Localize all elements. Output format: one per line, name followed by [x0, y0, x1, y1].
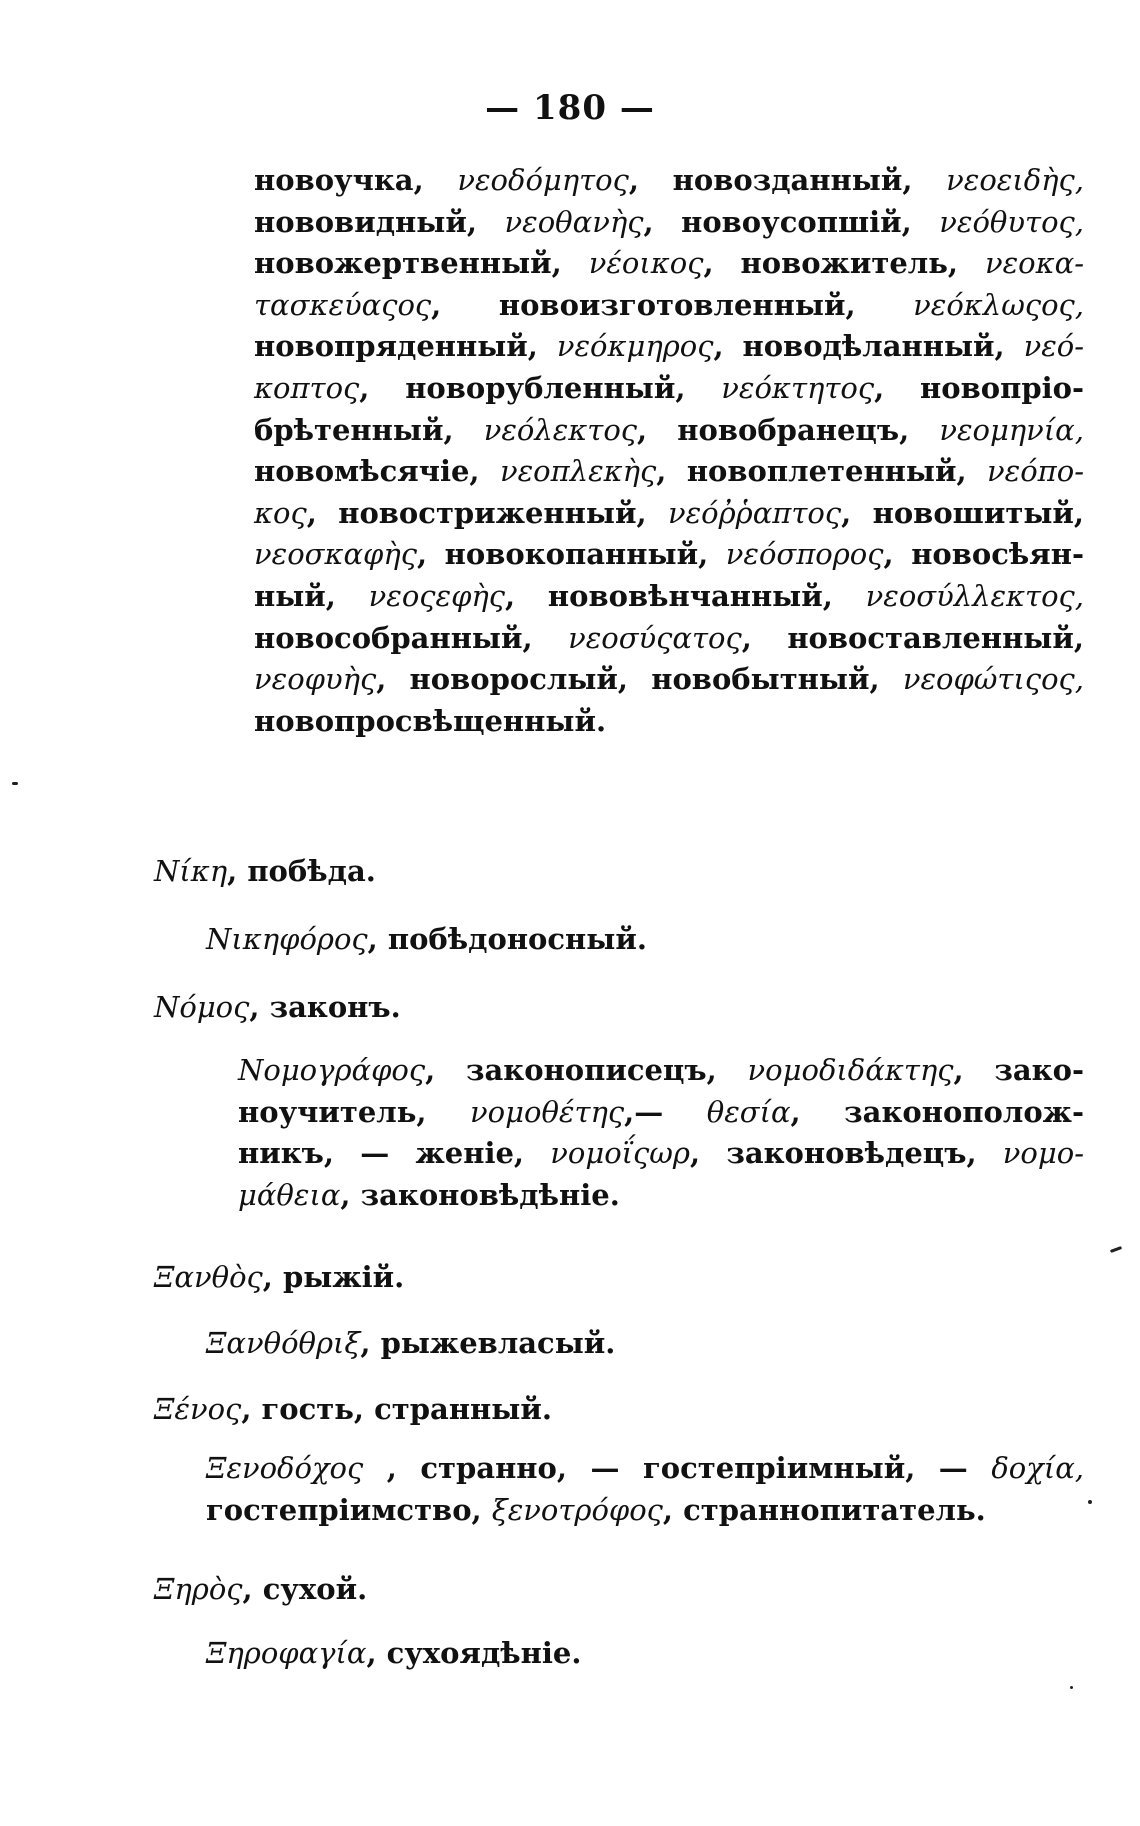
- greek-word: νεόκτητος: [721, 370, 875, 405]
- entry-headword: Ξηροφαγία: [206, 1636, 367, 1670]
- text-line: [254, 576, 1084, 618]
- greek-word: νομοδιδάκτης: [747, 1053, 954, 1087]
- entry-nike: [154, 854, 376, 888]
- russian-text: новоучка,: [254, 163, 458, 197]
- russian-text: ноучитель,: [238, 1094, 471, 1129]
- russian-text: новопросвѣщенный.: [254, 703, 607, 738]
- russian-text: , новоплетенный,: [656, 454, 988, 489]
- text-line: [254, 618, 1084, 660]
- text-line: [238, 1175, 1084, 1217]
- entry-xanthos: [154, 1260, 404, 1294]
- greek-word: νομοΐςωρ: [550, 1136, 690, 1171]
- greek-word: νεόσπορος: [725, 537, 884, 572]
- russian-text: , новожитель,: [703, 246, 985, 281]
- greek-word: Νομογράφος: [238, 1053, 426, 1087]
- text-line: [254, 202, 1084, 244]
- greek-word: νεοθανὴς: [504, 204, 644, 239]
- greek-word: κος: [254, 495, 307, 530]
- entry-definition: , законъ.: [249, 990, 401, 1024]
- entry-headword: Ξένος: [154, 1392, 242, 1426]
- greek-word: νεόκμηρος: [556, 329, 714, 364]
- entry-headword: Νίκη: [154, 854, 228, 888]
- greek-word: δοχία,: [991, 1451, 1084, 1485]
- greek-word: νεόλεκτος: [483, 412, 638, 447]
- entry-definition: , гость, странный.: [241, 1392, 552, 1426]
- greek-word: Ξενοδόχος: [206, 1451, 364, 1485]
- russian-text: брѣтенный,: [254, 412, 484, 447]
- russian-text: , новобранецъ,: [637, 412, 940, 447]
- text-line: [254, 410, 1084, 452]
- russian-text: , новоставленный,: [741, 620, 1084, 655]
- russian-text: , новорубленный,: [359, 370, 722, 405]
- entry-xeros: [154, 1572, 367, 1606]
- greek-word: θεσία: [706, 1094, 791, 1129]
- russian-text: , законописецъ,: [425, 1053, 748, 1087]
- russian-text: ,—: [624, 1094, 707, 1129]
- greek-word: νεοςεφὴς: [368, 578, 506, 613]
- greek-word: νεοφώτιςος,: [902, 662, 1084, 697]
- entry-definition: , побѣдоносный.: [367, 922, 647, 956]
- greek-word: νεόθυτος,: [939, 204, 1084, 239]
- greek-word: τασκεύαςος: [254, 287, 432, 322]
- greek-word: νεόκλωςος,: [913, 287, 1084, 322]
- text-line: [254, 493, 1084, 535]
- greek-word: νεοφυὴς: [254, 662, 377, 697]
- greek-word: ξενοτρόφος: [491, 1492, 663, 1527]
- greek-word: νεοσύςατος: [568, 620, 742, 655]
- russian-text: новособранный,: [254, 620, 569, 655]
- russian-text: ный,: [254, 578, 369, 613]
- russian-text: , новорослый, новобытный,: [376, 662, 903, 697]
- greek-word: νεοκα-: [984, 246, 1084, 281]
- text-line: [254, 285, 1084, 327]
- greek-word: νεοσκαφὴς: [254, 537, 417, 572]
- text-line: [254, 659, 1084, 701]
- text-line: [206, 1490, 1084, 1532]
- entry-headword: Νικηφόρος: [206, 922, 368, 956]
- russian-text: новопряденный,: [254, 329, 557, 364]
- russian-text: нововидный,: [254, 204, 505, 239]
- greek-word: νομο-: [1002, 1136, 1084, 1171]
- text-line: [254, 326, 1084, 368]
- nomographos-paragraph: [238, 1050, 1084, 1216]
- print-speck: [1070, 1686, 1073, 1689]
- text-line: [206, 1448, 1084, 1490]
- russian-text: , новодѣланный,: [713, 329, 1024, 364]
- text-line: [254, 368, 1084, 410]
- text-line: [238, 1050, 1084, 1092]
- entry-headword: Ξηρὸς: [154, 1572, 243, 1606]
- russian-text: , новошитый,: [841, 495, 1084, 530]
- print-speck: [12, 782, 18, 785]
- greek-word: νεοσύλλεκτος,: [865, 578, 1085, 613]
- greek-word: νομοθέτης: [470, 1094, 625, 1129]
- entry-definition: , сухоядѣніе.: [366, 1636, 582, 1670]
- greek-word: νεοδόμητος: [457, 163, 629, 197]
- greek-word: νέοικος: [588, 246, 704, 281]
- entry-definition: , рыжій.: [262, 1260, 405, 1294]
- russian-text: новомѣсячіе,: [254, 454, 500, 489]
- greek-word: νεόπο-: [987, 454, 1084, 489]
- entry-xerophagia: [206, 1636, 581, 1670]
- russian-text: никъ, — женіе,: [238, 1136, 551, 1171]
- russian-text: , новостриженный,: [306, 495, 668, 530]
- russian-text: , зако-: [953, 1053, 1084, 1087]
- entry-headword: Ξανθὸς: [154, 1260, 263, 1294]
- text-line: [254, 701, 1084, 743]
- greek-word: νεομηνία,: [939, 412, 1084, 447]
- russian-text: , страннопитатель.: [662, 1492, 986, 1527]
- print-speck: [1088, 1500, 1092, 1504]
- text-line: [254, 160, 1084, 202]
- russian-text: , новокопанный,: [416, 537, 726, 572]
- entry-definition: , рыжевласый.: [360, 1326, 616, 1360]
- entry-xenos: [154, 1392, 552, 1426]
- greek-word: νεοπλεκὴς: [499, 454, 657, 489]
- russian-text: , новосѣян-: [883, 537, 1084, 572]
- xenodochos-paragraph: [206, 1448, 1084, 1531]
- russian-text: , странно, — гостепріимный, —: [363, 1451, 992, 1485]
- russian-text: , нововѣнчанный,: [505, 578, 866, 613]
- entry-nikephoros: [206, 922, 647, 956]
- greek-word: νεοειδὴς,: [946, 163, 1085, 197]
- greek-word: νεόῤῥαπτος: [667, 495, 842, 530]
- entry-definition: , сухой.: [242, 1572, 368, 1606]
- page-number: — 180 —: [485, 88, 655, 128]
- russian-text: гостепріимство,: [206, 1492, 492, 1527]
- russian-text: , новозданный,: [628, 163, 947, 197]
- russian-text: новожертвенный,: [254, 246, 589, 281]
- russian-text: , законовѣдѣніе.: [340, 1177, 620, 1212]
- entry-definition: , побѣда.: [227, 854, 376, 888]
- main-paragraph: [254, 160, 1084, 742]
- text-line: [254, 451, 1084, 493]
- text-line: [238, 1133, 1084, 1175]
- text-line: [254, 243, 1084, 285]
- entry-headword: Νόμος: [154, 990, 250, 1024]
- entry-headword: Ξανθόθριξ: [206, 1326, 361, 1360]
- text-line: [238, 1092, 1084, 1134]
- russian-text: , новоусопшій,: [643, 204, 940, 239]
- entry-xanthothrix: [206, 1326, 615, 1360]
- russian-text: , законовѣдецъ,: [689, 1136, 1003, 1171]
- russian-text: , законополож-: [790, 1094, 1084, 1129]
- print-speck: [1110, 1246, 1122, 1253]
- greek-word: νεό-: [1023, 329, 1085, 364]
- greek-word: μάθεια: [238, 1177, 341, 1212]
- russian-text: , новопріо-: [874, 370, 1084, 405]
- russian-text: , новоизготовленный,: [431, 287, 914, 322]
- greek-word: κοπτος: [254, 370, 360, 405]
- entry-nomos: [154, 990, 401, 1024]
- text-line: [254, 534, 1084, 576]
